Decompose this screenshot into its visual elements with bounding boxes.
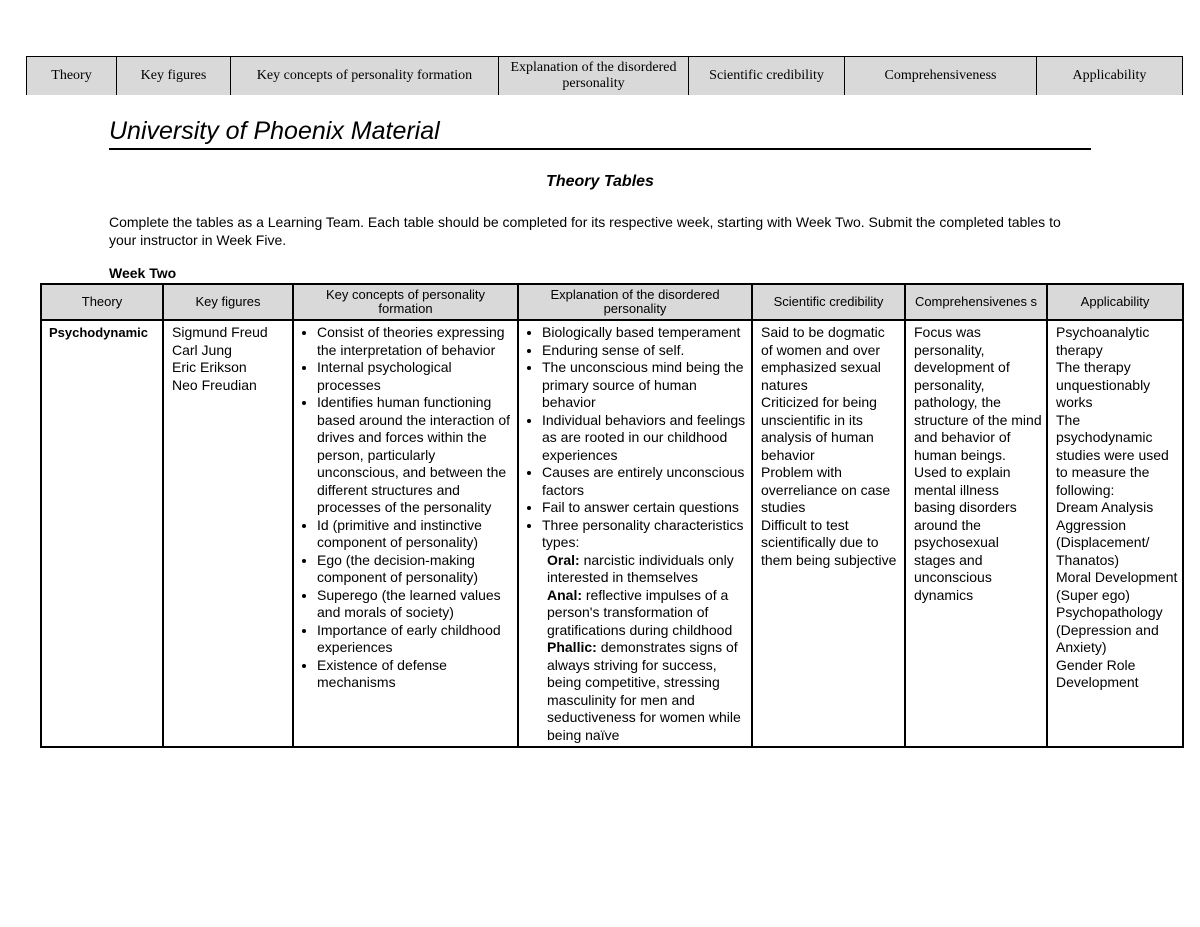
key-concept-item: • Id (primitive and instinctive component of personality)	[317, 517, 513, 552]
key-concepts-cell	[293, 320, 518, 747]
applicability-item: Aggression (Displacement/ Thanatos)	[1056, 516, 1150, 568]
applicability-item: The psychodynamic studies were used to measure the following:	[1056, 411, 1169, 498]
credibility-item: Difficult to test scientifically due to them being subjective	[761, 516, 897, 568]
document-title: Theory Tables	[546, 173, 654, 190]
applicability-item: Moral Development (Super ego)	[1056, 569, 1178, 603]
header-key-figures: Key figures	[163, 284, 293, 320]
top-strip-cell-credibility: Scientific credibility	[689, 57, 845, 96]
disordered-item: • Causes are entirely unconscious factors	[542, 464, 747, 499]
key-figure-item: Carl Jung	[172, 341, 232, 358]
applicability-item: Dream Analysis	[1056, 499, 1154, 515]
key-concept-item: • Identifies human functioning based around the interaction of drives and forces within the person, particularly unconscious, and between the different structures and processes of the personality	[317, 394, 513, 517]
header-applicability: Applicability	[1047, 284, 1183, 320]
personality-type-anal	[527, 587, 747, 640]
disordered-item: • Enduring sense of self.	[542, 342, 747, 360]
comprehensiveness-item: Focus was personality, development of personality, pathology, the structure of the mind and behavior of human beings.	[914, 324, 1042, 463]
personality-type-text: demonstrates signs of always striving for success, being competitive, stressing masculinity for men and seductiveness for women while being naïve	[547, 639, 741, 743]
top-strip-cell-key-concepts: Key concepts of personality formation	[231, 57, 499, 96]
credibility-item: Said to be dogmatic of women and over emphasized sexual natures	[761, 324, 885, 393]
top-strip-row	[27, 57, 1183, 96]
key-concept-item: • Existence of defense mechanisms	[317, 657, 513, 692]
header-theory: Theory	[41, 284, 163, 320]
comprehensiveness-item: Used to explain mental illness basing disorders around the psychosexual stages and unconscious dynamics	[914, 464, 1017, 603]
personality-type-label: Phallic:	[547, 639, 597, 655]
credibility-item: Problem with overreliance on case studies	[761, 464, 891, 515]
scientific-credibility-cell	[752, 320, 905, 747]
table-row	[41, 320, 1183, 747]
credibility-item: Criticized for being unscientific in its analysis of human behavior	[761, 394, 877, 463]
key-concept-item: • Internal psychological processes	[317, 359, 513, 394]
top-strip-cell-applicability: Applicability	[1037, 57, 1183, 96]
personality-type-label: Oral:	[547, 551, 580, 568]
personality-type-phallic	[527, 639, 747, 744]
disordered-item: • Three personality characteristics types:	[542, 517, 747, 552]
applicability-item: Psychopathology (Depression and Anxiety)	[1056, 604, 1163, 655]
key-figure-item: Sigmund Freud	[172, 324, 268, 340]
key-concept-item: • Consist of theories expressing the interpretation of behavior	[317, 324, 513, 359]
top-strip-cell-comprehensiveness: Comprehensiveness	[845, 57, 1037, 96]
comprehensiveness-cell	[905, 320, 1047, 747]
org-title: University of Phoenix Material	[109, 115, 1091, 150]
applicability-item: Gender Role Development	[1056, 656, 1139, 690]
table-header-row	[41, 284, 1183, 320]
key-concepts-list	[302, 324, 513, 692]
header-key-concepts: Key concepts of personality formation	[293, 284, 518, 320]
theory-table	[40, 283, 1184, 748]
disordered-list	[527, 324, 747, 552]
key-figure-item: Neo Freudian	[172, 376, 257, 393]
disordered-item: • Fail to answer certain questions	[542, 499, 747, 517]
applicability-item: The therapy unquestionably works	[1056, 359, 1151, 410]
header-comprehensiveness: Comprehensivenes s	[905, 284, 1047, 320]
disordered-item: • The unconscious mind being the primary source of human behavior	[542, 359, 747, 412]
applicability-item: Psychoanalytic therapy	[1056, 324, 1150, 358]
key-concept-item: • Ego (the decision-making component of personality)	[317, 552, 513, 587]
instructions-text: Complete the tables as a Learning Team. Each table should be completed for its respective week, starting with Week Two. Submit the completed tables to your instructor in Week Five.	[109, 214, 1061, 248]
top-header-strip	[26, 56, 1183, 95]
personality-type-text: reflective impulses of a person's transformation of gratifications during childhood	[547, 586, 733, 638]
top-strip-cell-theory: Theory	[27, 57, 117, 96]
disordered-cell	[518, 320, 752, 747]
personality-type-label: Anal:	[547, 586, 582, 603]
key-figure-item: Eric Erikson	[172, 359, 247, 375]
personality-type-text: narcistic individuals only interested in themselves	[547, 551, 734, 585]
personality-type-oral	[527, 552, 747, 587]
week-label: Week Two	[109, 265, 177, 281]
top-strip-cell-key-figures: Key figures	[117, 57, 231, 96]
key-concept-item: • Superego (the learned values and morals of society)	[317, 587, 513, 622]
applicability-cell	[1047, 320, 1183, 747]
key-figures-cell	[163, 320, 293, 747]
header-disordered: Explanation of the disordered personality	[518, 284, 752, 320]
disordered-item: • Biologically based temperament	[542, 324, 747, 342]
header-credibility: Scientific credibility	[752, 284, 905, 320]
disordered-item: • Individual behaviors and feelings as are rooted in our childhood experiences	[542, 412, 747, 465]
theory-cell: Psychodynamic	[41, 320, 163, 747]
top-strip-cell-disordered: Explanation of the disordered personality	[499, 57, 689, 96]
key-concept-item: • Importance of early childhood experiences	[317, 622, 513, 657]
